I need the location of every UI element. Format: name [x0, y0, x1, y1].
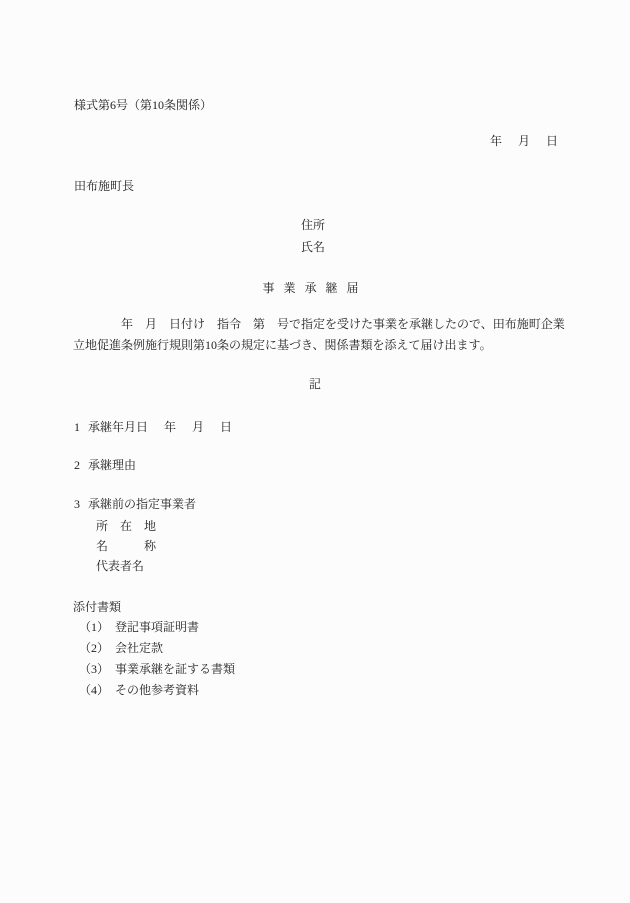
item-3-label: 承継前の指定事業者 [88, 497, 197, 511]
predecessor-field-location: 所在地 [96, 519, 169, 533]
body-line: 立地促進条例施行規則第10条の規定に基づき、関係書類を添えて届け出ます。 [73, 338, 492, 352]
attachment-1-number: （1） [79, 620, 110, 634]
date-line: 年 月 日 [490, 134, 561, 148]
document-title: 事業承継届 [262, 281, 368, 295]
item-1-number: 1 [74, 420, 80, 434]
predecessor-field-name: 名称 [96, 539, 193, 553]
item-2-label: 承継理由 [88, 458, 137, 472]
attachment-3-number: （3） [79, 662, 110, 676]
applicant-name-label: 氏名 [301, 240, 326, 254]
item-3-number: 3 [74, 497, 80, 511]
record-marker: 記 [308, 377, 321, 391]
addressee: 田布施町長 [74, 179, 135, 193]
body-line: 年 月 日付け 指令 第 号で指定を受けた事業を承継したので、田布施町企業 [73, 317, 565, 331]
item-1-label: 承継年月日 [88, 420, 149, 434]
item-2-number: 2 [74, 458, 80, 472]
attachment-3-label: 事業承継を証する書類 [115, 662, 236, 676]
attachment-4-number: （4） [79, 683, 110, 697]
attachment-2-label: 会社定款 [115, 641, 164, 655]
predecessor-field-representative: 代表者名 [96, 559, 145, 573]
applicant-address-label: 住所 [301, 218, 326, 232]
attachments-heading: 添付書類 [73, 600, 122, 614]
form-number: 様式第6号（第10条関係） [74, 98, 213, 112]
item-1-date-value: 年 月 日 [164, 420, 235, 434]
attachment-1-label: 登記事項証明書 [115, 620, 200, 634]
attachment-4-label: その他参考資料 [115, 683, 200, 697]
attachment-2-number: （2） [79, 641, 110, 655]
